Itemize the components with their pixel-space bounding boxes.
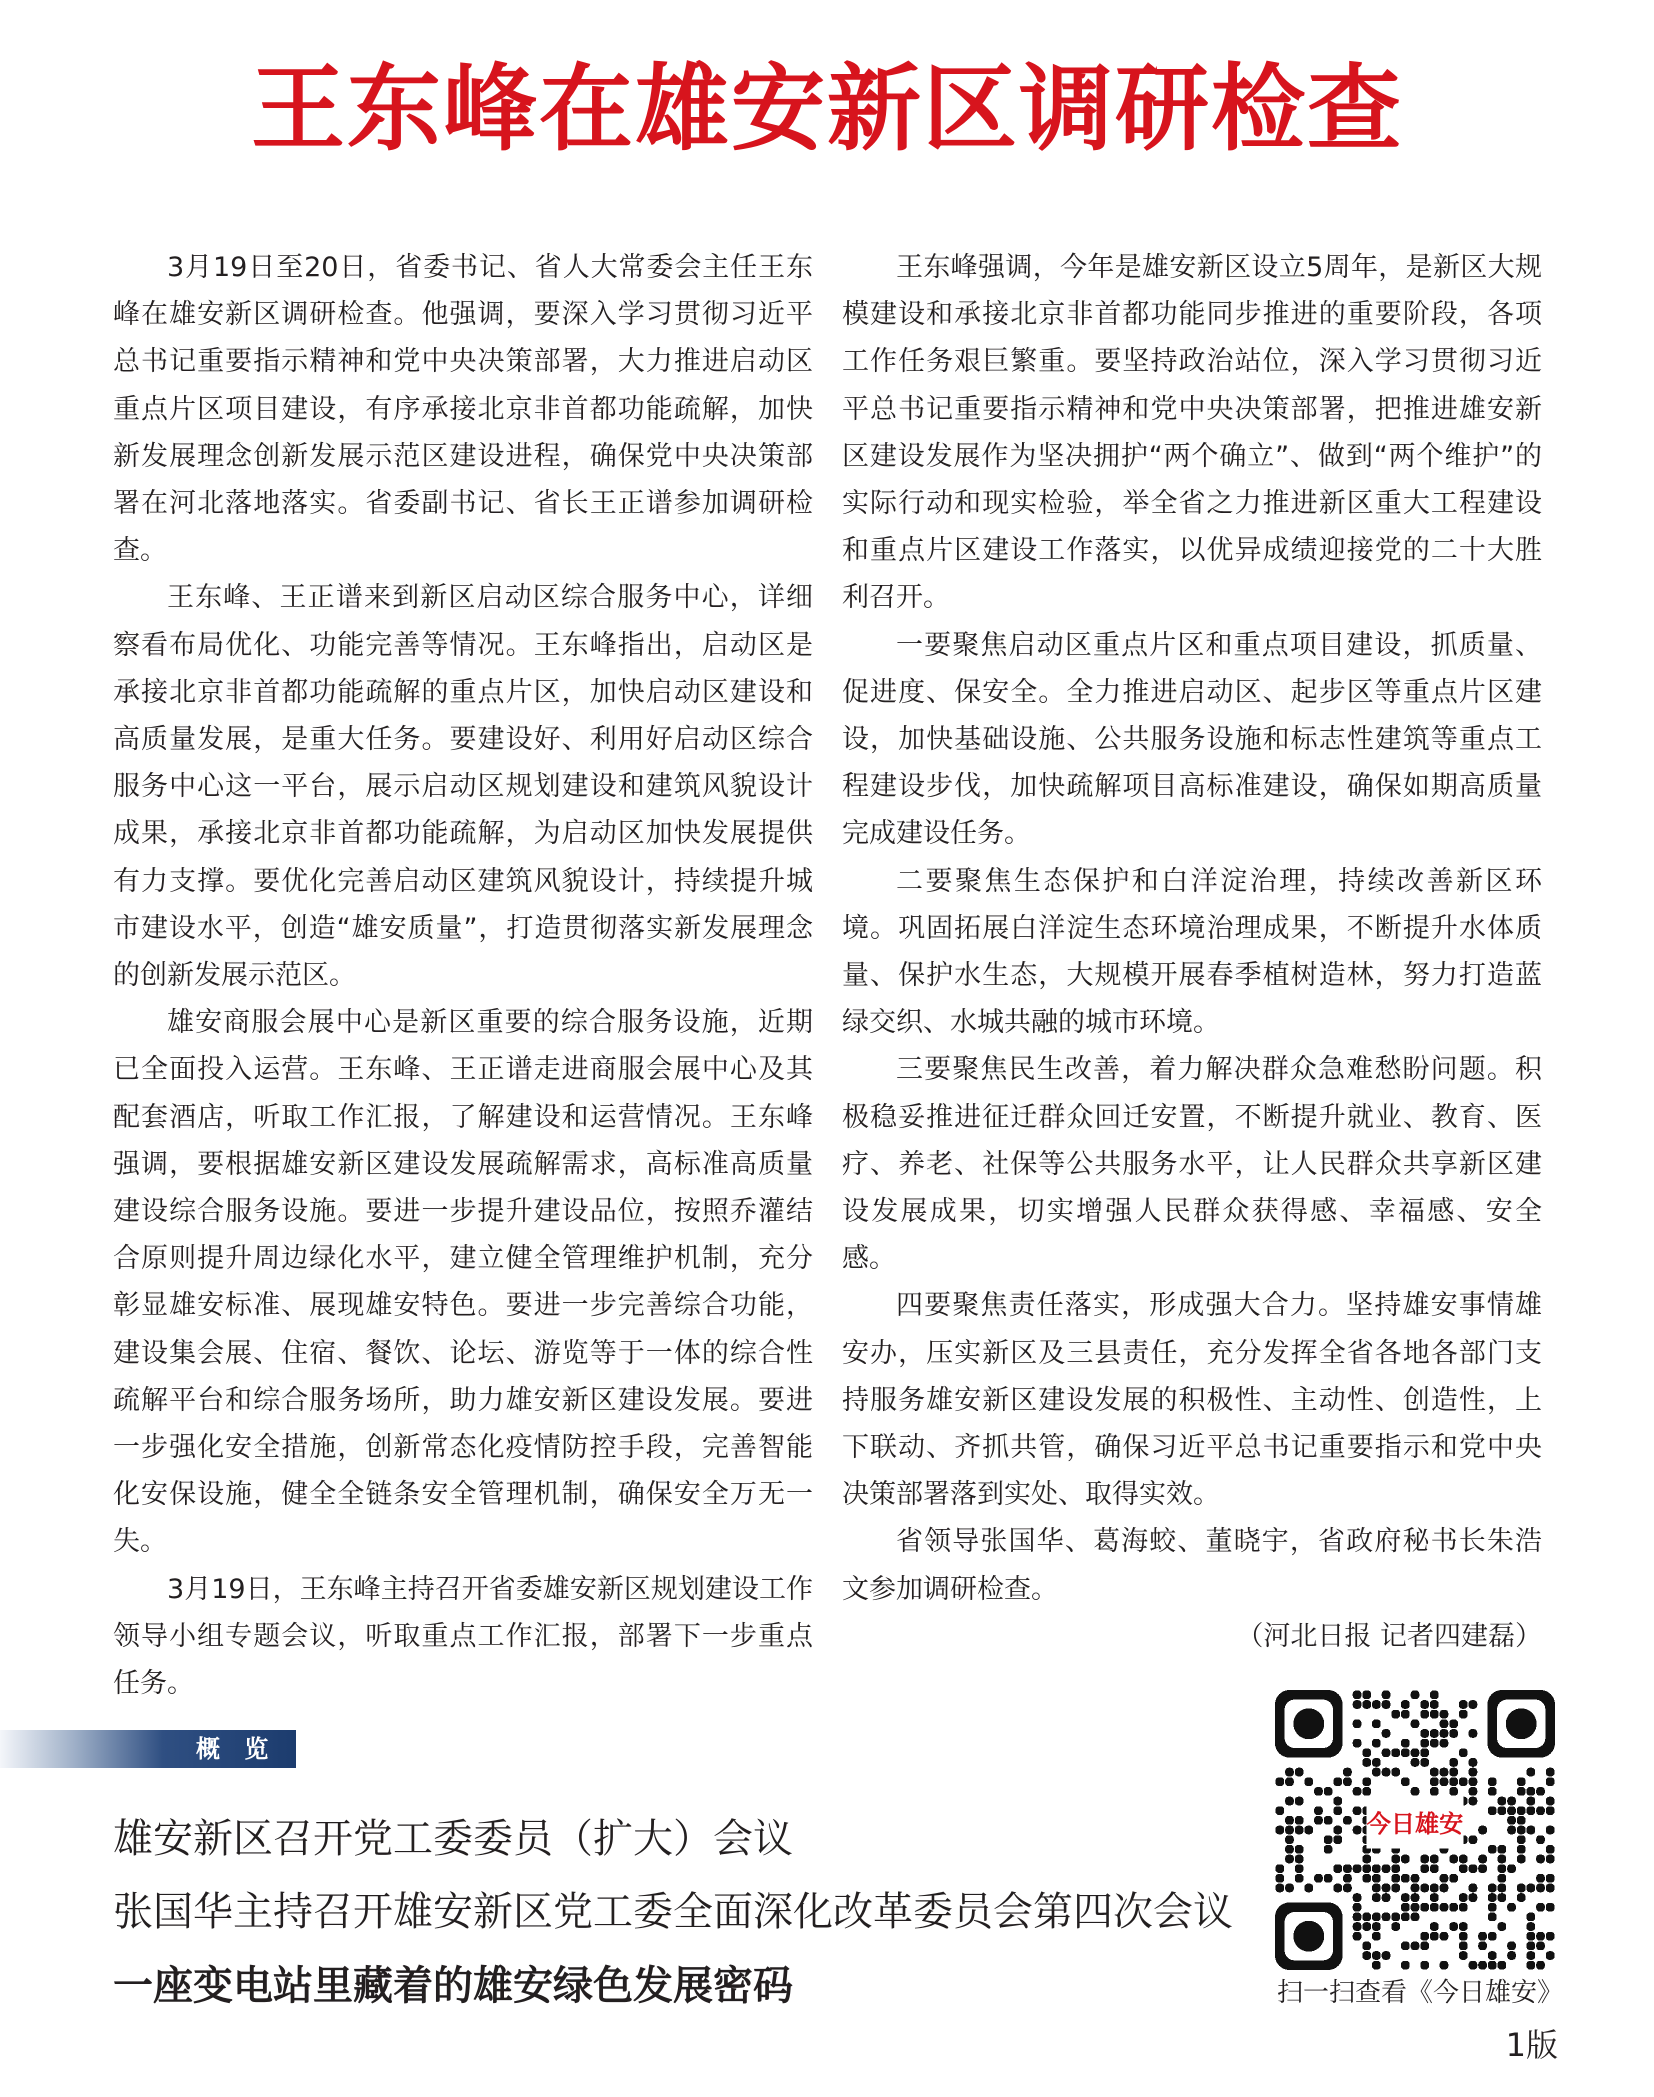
overview-label: 概 览 bbox=[196, 1735, 277, 1763]
page-number: 1版 bbox=[1505, 2026, 1558, 2064]
article-paragraph: 一要聚焦启动区重点片区和重点项目建设，抓质量、促进度、保安全。全力推进启动区、起步区等重点片区建设，加快基础设施、公共服务设施和标志性建筑等重点工程建设步伐，加快疏解项目高标准建设，确保如期高质量完成建设任务。 bbox=[842, 629, 1542, 850]
article-paragraph: 雄安商服会展中心是新区重要的综合服务设施，近期已全面投入运营。王东峰、王正谱走进商服会展中心及其配套酒店，听取工作汇报，了解建设和运营情况。王东峰强调，要根据雄安新区建设发展疏解需求，高标准高质量建设综合服务设施。要进一步提升建设品位，按照乔灌结合原则提升周边绿化水平，建立健全管理维护机制，充分彰显雄安标准、展现雄安特色。要进一步完善综合功能，建设集会展、住宿、餐饮、论坛、游览等于一体的综合性疏解平台和综合服务场所，助力雄安新区建设发展。要进一步强化安全措施，创新常态化疫情防控手段，完善智能化安保设施，健全全链条安全管理机制，确保安全万无一失。 bbox=[113, 1007, 813, 1558]
article-paragraph: 三要聚焦民生改善，着力解决群众急难愁盼问题。积极稳妥推进征迁群众回迁安置，不断提升就业、教育、医疗、养老、社保等公共服务水平，让人民群众共享新区建设发展成果，切实增强人民群众获得感、幸福感、安全感。 bbox=[842, 1054, 1542, 1275]
article-column-right bbox=[842, 244, 1542, 1660]
article-paragraph: 王东峰、王正谱来到新区启动区综合服务中心，详细察看布局优化、功能完善等情况。王东峰指出，启动区是承接北京非首都功能疏解的重点片区，加快启动区建设和高质量发展，是重大任务。要建设好、利用好启动区综合服务中心这一平台，展示启动区规划建设和建筑风貌设计成果，承接北京非首都功能疏解，为启动区加快发展提供有力支撑。要优化完善启动区建筑风貌设计，持续提升城市建设水平，创造“雄安质量”，打造贯彻落实新发展理念的创新发展示范区。 bbox=[113, 582, 813, 992]
qr-caption: 扫一扫查看《今日雄安》 bbox=[1276, 1978, 1563, 2008]
article-column-left bbox=[113, 244, 813, 1707]
qr-center-logo: 今日雄安 bbox=[1366, 1808, 1464, 1838]
article-paragraph: 四要聚焦责任落实，形成强大合力。坚持雄安事情雄安办，压实新区及三县责任，充分发挥全省各地各部门支持服务雄安新区建设发展的积极性、主动性、创造性，上下联动、齐抓共管，确保习近平总书记重要指示和党中央决策部署落到实处、取得实效。 bbox=[842, 1290, 1542, 1511]
article-paragraph: 二要聚焦生态保护和白洋淀治理，持续改善新区环境。巩固拓展白洋淀生态环境治理成果，不断提升水体质量、保护水生态，大规模开展春季植树造林，努力打造蓝绿交织、水城共融的城市环境。 bbox=[842, 865, 1542, 1039]
overview-item-1[interactable]: 雄安新区召开党工委委员（扩大）会议 bbox=[113, 1816, 793, 1862]
overview-item-2[interactable]: 张国华主持召开雄安新区党工委全面深化改革委员会第四次会议 bbox=[113, 1889, 1233, 1935]
article-paragraph: 3月19日至20日，省委书记、省人大常委会主任王东峰在雄安新区调研检查。他强调，要深入学习贯彻习近平总书记重要指示精神和党中央决策部署，大力推进启动区重点片区项目建设，有序承接北京非首都功能疏解，加快新发展理念创新发展示范区建设进程，确保党中央决策部署在河北落地落实。省委副书记、省长王正谱参加调研检查。 bbox=[113, 252, 813, 567]
overview-ribbon bbox=[0, 1730, 296, 1768]
headline: 王东峰在雄安新区调研检查 bbox=[250, 54, 1403, 164]
article-paragraph: 3月19日，王东峰主持召开省委雄安新区规划建设工作领导小组专题会议，听取重点工作汇报，部署下一步重点任务。 bbox=[113, 1573, 813, 1700]
overview-item-3[interactable]: 一座变电站里藏着的雄安绿色发展密码 bbox=[113, 1963, 793, 2009]
qr-code[interactable] bbox=[1275, 1690, 1555, 1970]
byline: （河北日报 记者四建磊） bbox=[1236, 1620, 1542, 1652]
article-paragraph: 王东峰强调，今年是雄安新区设立5周年，是新区大规模建设和承接北京非首都功能同步推进的重要阶段，各项工作任务艰巨繁重。要坚持政治站位，深入学习贯彻习近平总书记重要指示精神和党中央决策部署，把推进雄安新区建设发展作为坚决拥护“两个确立”、做到“两个维护”的实际行动和现实检验，举全省之力推进新区重大工程建设和重点片区建设工作落实，以优异成绩迎接党的二十大胜利召开。 bbox=[842, 252, 1542, 614]
article-paragraph: 省领导张国华、葛海蛟、董晓宇，省政府秘书长朱浩文参加调研检查。 bbox=[842, 1526, 1542, 1605]
